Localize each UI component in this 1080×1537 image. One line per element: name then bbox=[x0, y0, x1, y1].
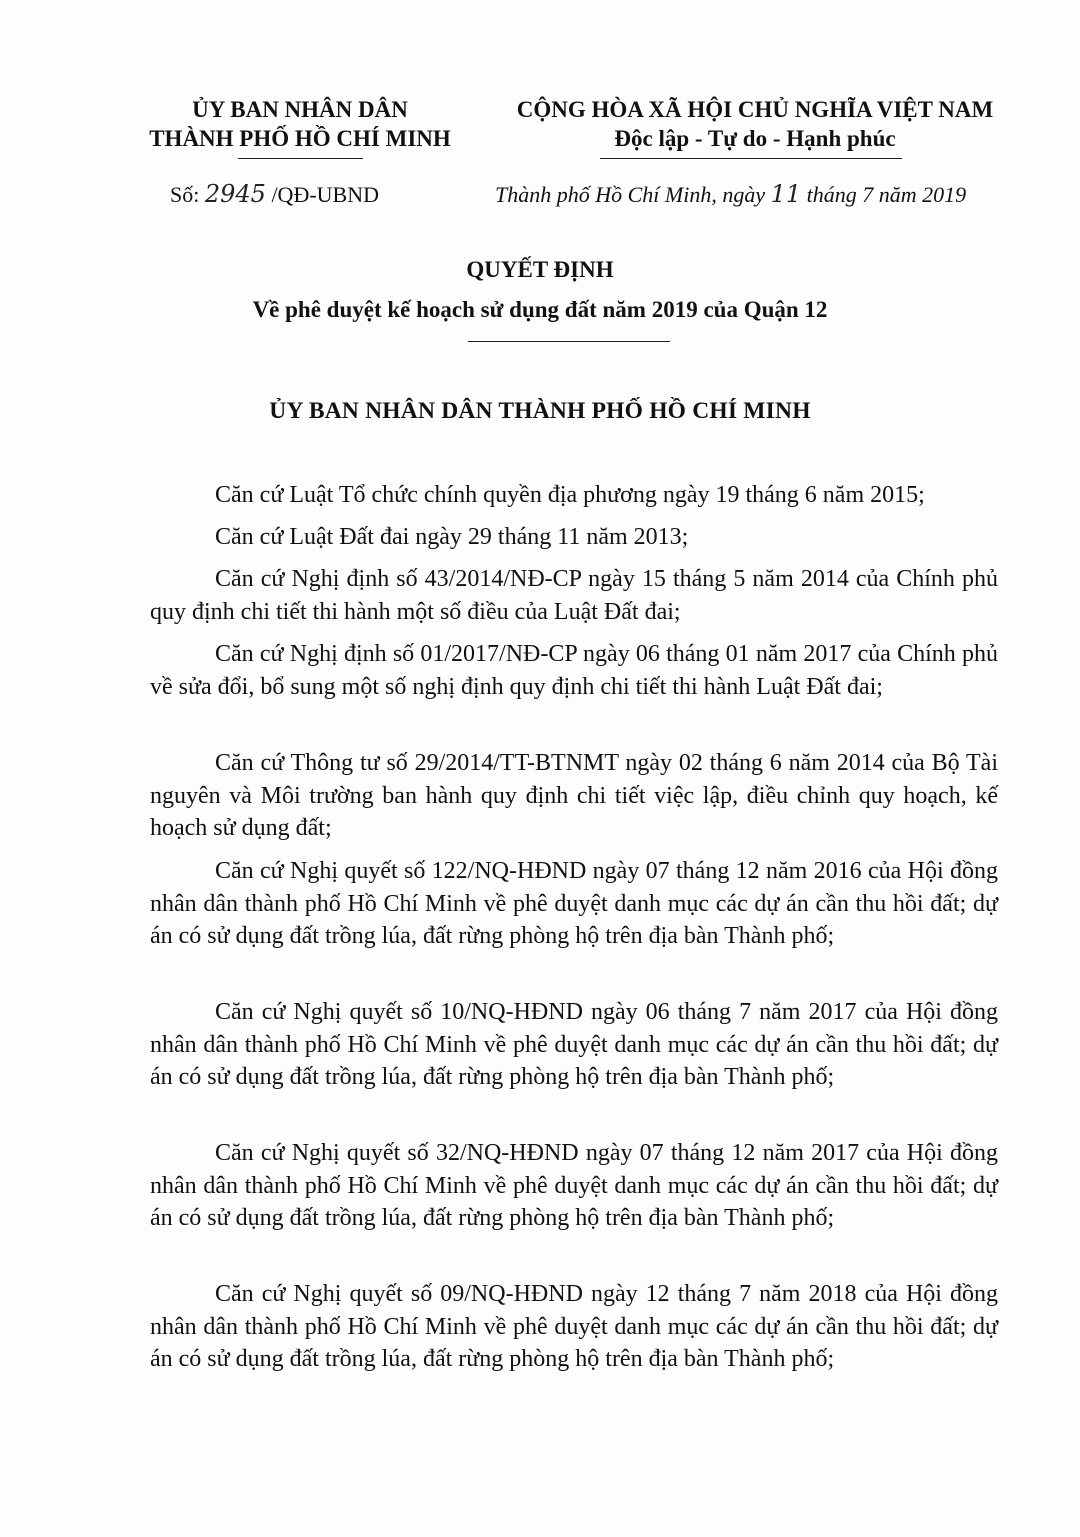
date-day-handwritten: 11 bbox=[770, 180, 802, 208]
national-title: CỘNG HÒA XÃ HỘI CHỦ NGHĨA VIỆT NAM bbox=[516, 97, 994, 122]
legal-basis-paragraph: Căn cứ Luật Đất đai ngày 29 tháng 11 năm 2013; bbox=[215, 524, 689, 550]
motto-underline bbox=[600, 158, 902, 159]
legal-basis-paragraph: Căn cứ Nghị quyết số 10/NQ-HĐND ngày 06 tháng 7 năm 2017 của Hội đồng nhân dân thành phố Hồ Chí Minh về phê duyệt danh mục các dự án cần thu hồi đất; dự án có sử dụng đất trồng lúa, đất rừng phòng hộ trên địa bàn Thành phố; bbox=[150, 999, 998, 1090]
decision-subtitle: Về phê duyệt kế hoạch sử dụng đất năm 2019 của Quận 12 bbox=[252, 297, 828, 322]
legal-basis-paragraph: Căn cứ Thông tư số 29/2014/TT-BTNMT ngày 02 tháng 6 năm 2014 của Bộ Tài nguyên và Môi trường ban hành quy định chi tiết việc lập, điều chỉnh quy hoạch, kế hoạch sử dụng đất; bbox=[150, 750, 998, 841]
number-handwritten: 2945 bbox=[204, 180, 266, 208]
issuer-underline bbox=[238, 158, 363, 159]
number-prefix: Số: bbox=[170, 182, 205, 207]
national-motto: Độc lập - Tự do - Hạnh phúc bbox=[614, 126, 896, 151]
legal-basis-paragraph: Căn cứ Nghị quyết số 09/NQ-HĐND ngày 12 tháng 7 năm 2018 của Hội đồng nhân dân thành phố Hồ Chí Minh về phê duyệt danh mục các dự án cần thu hồi đất; dự án có sử dụng đất trồng lúa, đất rừng phòng hộ trên địa bàn Thành phố; bbox=[150, 1281, 998, 1372]
issuer-line-2: THÀNH PHỐ HỒ CHÍ MINH bbox=[149, 126, 451, 151]
legal-basis-paragraph: Căn cứ Nghị quyết số 32/NQ-HĐND ngày 07 tháng 12 năm 2017 của Hội đồng nhân dân thành phố Hồ Chí Minh về phê duyệt danh mục các dự án cần thu hồi đất; dự án có sử dụng đất trồng lúa, đất rừng phòng hộ trên địa bàn Thành phố; bbox=[150, 1140, 998, 1231]
decision-title: QUYẾT ĐỊNH bbox=[466, 257, 614, 282]
date-prefix: Thành phố Hồ Chí Minh, ngày bbox=[495, 182, 771, 207]
document-number bbox=[170, 180, 379, 208]
legal-basis-paragraph: Căn cứ Nghị định số 01/2017/NĐ-CP ngày 06 tháng 01 năm 2017 của Chính phủ về sửa đổi, bổ sung một số nghị định quy định chi tiết thi hành Luật Đất đai; bbox=[150, 641, 998, 700]
document-date bbox=[495, 180, 966, 208]
legal-basis-paragraph: Căn cứ Luật Tổ chức chính quyền địa phương ngày 19 tháng 6 năm 2015; bbox=[215, 482, 925, 508]
date-suffix: tháng 7 năm 2019 bbox=[801, 182, 967, 207]
title-underline bbox=[468, 341, 670, 342]
legal-basis-paragraph: Căn cứ Nghị định số 43/2014/NĐ-CP ngày 15 tháng 5 năm 2014 của Chính phủ quy định chi tiết thi hành một số điều của Luật Đất đai; bbox=[150, 566, 998, 625]
legal-basis-paragraph: Căn cứ Nghị quyết số 122/NQ-HĐND ngày 07 tháng 12 năm 2016 của Hội đồng nhân dân thành phố Hồ Chí Minh về phê duyệt danh mục các dự án cần thu hồi đất; dự án có sử dụng đất trồng lúa, đất rừng phòng hộ trên địa bàn Thành phố; bbox=[150, 858, 998, 949]
issuer-line-1: ỦY BAN NHÂN DÂN bbox=[192, 97, 408, 122]
number-suffix: /QĐ-UBND bbox=[265, 182, 379, 207]
authority-heading: ỦY BAN NHÂN DÂN THÀNH PHỐ HỒ CHÍ MINH bbox=[269, 398, 811, 424]
